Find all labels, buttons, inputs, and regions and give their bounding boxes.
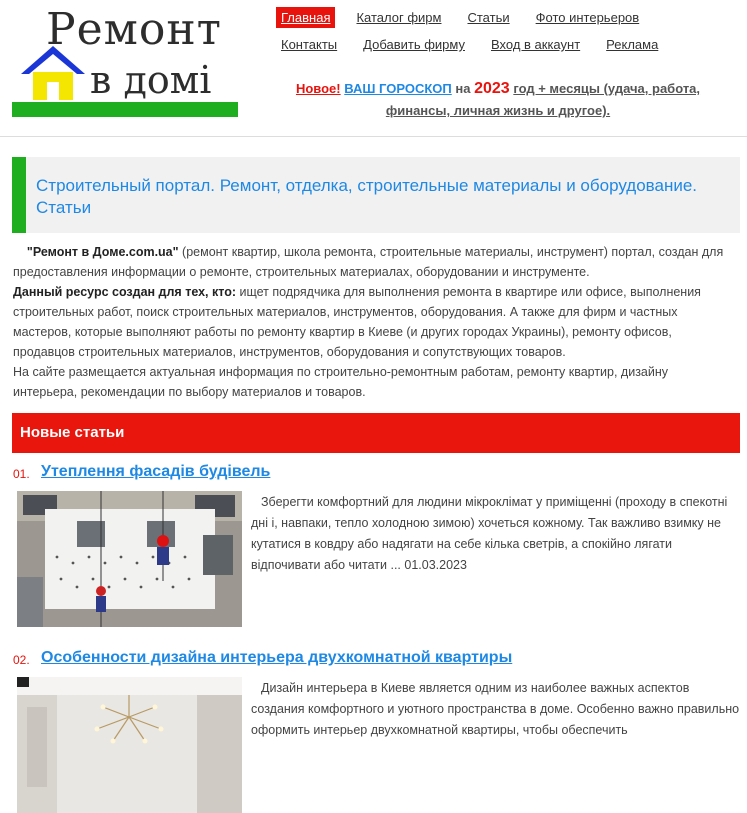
promo-rest-line1[interactable]: год + месяцы (удача, работа, bbox=[513, 81, 701, 96]
page-title: Строительный портал. Ремонт, отделка, строительные материалы и оборудование. Статьи bbox=[36, 176, 697, 217]
article-thumbnail[interactable] bbox=[17, 677, 242, 813]
article-title-link[interactable]: Особенности дизайна интерьера двухкомнатной квартиры bbox=[41, 649, 513, 666]
nav-firm-catalog[interactable]: Каталог фирм bbox=[356, 10, 442, 25]
horoscope-promo[interactable] bbox=[276, 78, 720, 122]
intro-p1: (ремонт квартир, школа ремонта, строительные материалы, инструмент) портал, создан для предоставления информации о ремонте, строительных материалах, оборудовании и инструменте. bbox=[13, 245, 724, 279]
article-excerpt: Зберегти комфортний для людини мікроклімат у приміщенні (проходу в спекотні дні і, навпаки, тепло холодною зимою) хочеться кожному. Так важливо взимку не кутатися в ковдру або надягати на себе кілька светрів, а спокійно лягати відпочивати або читати ... 01.03.2023 bbox=[251, 495, 728, 572]
promo-year: 2023 bbox=[474, 80, 510, 97]
nav-login[interactable]: Вход в аккаунт bbox=[491, 37, 581, 52]
site-header bbox=[0, 0, 747, 137]
interior-design-image bbox=[17, 677, 242, 813]
article-thumbnail[interactable] bbox=[17, 491, 242, 627]
intro-text bbox=[13, 242, 735, 402]
main-nav bbox=[276, 4, 736, 58]
promo-on: на bbox=[455, 81, 471, 96]
nav-interior-photos[interactable]: Фото интерьеров bbox=[535, 10, 640, 25]
article-excerpt: Дизайн интерьера в Киеве является одним из наиболее важных аспектов создания комфортного и уютного пространства в доме. Особенно важно правильно оформить интерьер двухкомнатной квартиры, чтобы обеспечить bbox=[251, 681, 740, 737]
nav-contacts[interactable]: Контакты bbox=[281, 37, 338, 52]
nav-add-firm[interactable]: Добавить фирму bbox=[363, 37, 465, 52]
new-articles-header bbox=[12, 413, 740, 453]
logo-text-line2: в домі bbox=[90, 58, 212, 102]
intro-audience-label: Данный ресурс создан для тех, кто: bbox=[13, 285, 237, 299]
logo-text-line1: Ремонт bbox=[46, 4, 223, 55]
nav-articles[interactable]: Статьи bbox=[467, 10, 510, 25]
nav-advertising[interactable]: Реклама bbox=[606, 37, 659, 52]
facade-insulation-image bbox=[17, 491, 242, 627]
article-title-link[interactable]: Утеплення фасадів будівель bbox=[41, 463, 271, 480]
intro-p2: ищет подрядчика для выполнения ремонта в квартире или офисе, выполнения строительных работ, поиск строительных материалов, инструментов, оборудования. А также для фирм и частных мастеров, которые выполняют работы по ремонту квартир в Киеве (и других городах Украины), ремонту офисов, продавцов строительных материалов, инструментов, оборудования и сопутствующих товаров. bbox=[13, 285, 701, 359]
logo-underline bbox=[12, 102, 238, 117]
nav-home[interactable]: Главная bbox=[276, 7, 335, 28]
article-number: 02. bbox=[13, 653, 30, 667]
intro-p3: На сайте размещается актуальная информация по строительно-ремонтным работам, ремонту квартир, дизайну интерьера, рекомендации по выбору материалов и товаров. bbox=[13, 365, 669, 399]
promo-rest-line2[interactable]: финансы, личная жизнь и другое). bbox=[385, 103, 611, 118]
site-logo[interactable] bbox=[12, 0, 240, 120]
intro-site-name: "Ремонт в Доме.com.ua" bbox=[26, 245, 179, 259]
promo-horoscope-link[interactable]: ВАШ ГОРОСКОП bbox=[344, 81, 452, 96]
section-title: Новые статьи bbox=[20, 424, 125, 441]
hero-banner bbox=[12, 157, 740, 233]
article-number: 01. bbox=[13, 467, 30, 481]
promo-new-label: Новое! bbox=[295, 81, 341, 96]
